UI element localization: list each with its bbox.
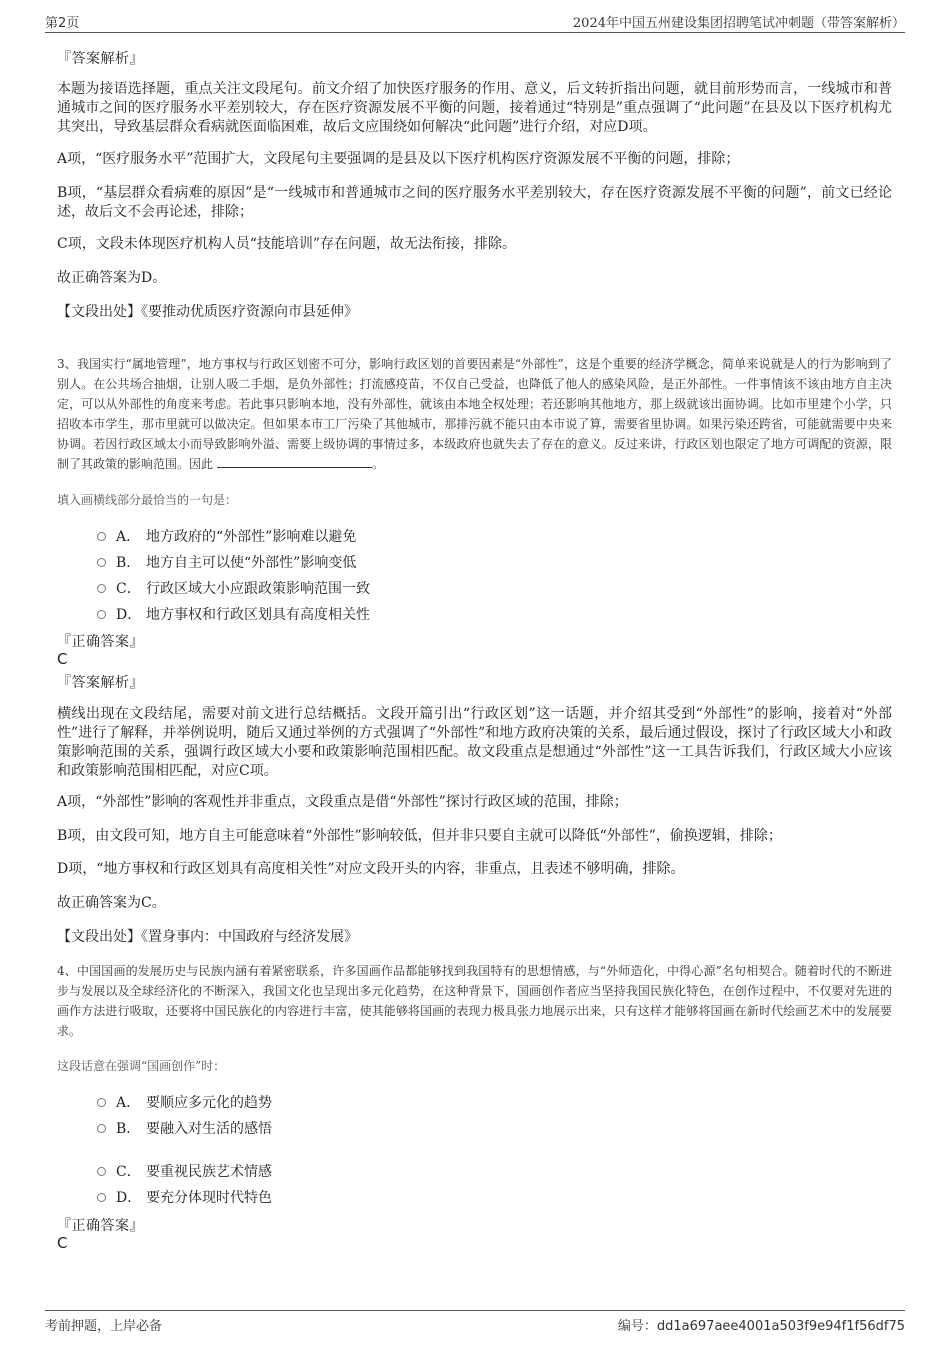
q3-analysis-label: 『答案解析』 [57, 675, 144, 691]
q2-explain-a: A项，“医疗服务水平”范围扩大，文段尾句主要强调的是县及以下医疗机构医疗资源发展不平衡的问题，排除； [57, 151, 740, 167]
q2-source: 【文段出处】《要推动优质医疗资源向市县延伸》 [57, 304, 358, 320]
radio-icon[interactable] [97, 558, 106, 567]
q2-analysis-label: 『答案解析』 [57, 51, 144, 67]
footer-slogan: 考前押题，上岸必备 [45, 1319, 163, 1334]
q4-option-a[interactable]: A． 要顺应多元化的趋势 [97, 1092, 272, 1112]
document-title: 2024年中国五州建设集团招聘笔试冲刺题（带答案解析） [572, 16, 905, 31]
q3-stem-end: 。 [372, 457, 385, 471]
q3-stem-text: 3、我国实行“属地管理”，地方事权与行政区划密不可分，影响行政区划的首要因素是“外部性”，这是个重要的经济学概念，简单来说就是人的行为影响到了别人。在公共场合抽烟，让别人吸二手烟，是负外部性；打流感疫苗，不仅自己受益，也降低了他人的感染风险，是正外部性。一件事情该不该由地方自主决定，可以从外部性的角度来考虑。若此事只影响本地，没有外部性，就该由本地全权处理；若还影响其他地方，那上级就该出面协调。比如市里建个小学，只招收本市学生，那市里就可以做决定。但如果本市工厂污染了其他城市，那排污就不能只由本市说了算，需要省里协调。如果污染还跨省，可能就需要中央来协调。若因行政区域太小而导致影响外溢、需要上级协调的事情过多，本级政府也就失去了存在的意义。反过来讲，行政区划也限定了地方可调配的资源，限制了其政策的影响范围。因此 [57, 357, 892, 471]
q3-prompt: 填入画横线部分最恰当的一句是： [57, 493, 238, 507]
q4-answer: C [57, 1234, 68, 1252]
footer-code: 编号：dd1a697aee4001a503f9e94f1f56df75 [617, 1319, 905, 1334]
page-footer [45, 1310, 905, 1333]
q2-analysis: 本题为接语选择题，重点关注文段尾句。前文介绍了加快医疗服务的作用、意义，后文转折指出问题，就目前形势而言，一线城市和普通城市之间的医疗服务水平差别较大，存在医疗资源发展不平衡的问题，接着通过“特别是”重点强调了“此问题”在县及以下医疗机构尤其突出，导致基层群众看病就医面临困难，故后文应围绕如何解决“此问题”进行介绍，对应D项。 [57, 81, 892, 135]
q3-blank [217, 455, 372, 468]
q3-option-a[interactable]: A． 地方政府的“外部性”影响难以避免 [97, 526, 356, 546]
radio-icon[interactable] [97, 1167, 106, 1176]
q3-option-b[interactable]: B． 地方自主可以使“外部性”影响变低 [97, 552, 356, 572]
radio-icon[interactable] [97, 584, 106, 593]
q4-option-c[interactable]: C． 要重视民族艺术情感 [97, 1161, 272, 1181]
q3-option-c[interactable]: C． 行政区域大小应跟政策影响范围一致 [97, 578, 370, 598]
q2-explain-c: C项，文段未体现医疗机构人员“技能培训”存在问题，故无法衔接，排除。 [57, 236, 517, 252]
radio-icon[interactable] [97, 532, 106, 541]
q3-stem [57, 354, 892, 474]
page-number: 第2页 [45, 16, 80, 31]
q4-prompt: 这段话意在强调“国画创作”时： [57, 1059, 226, 1073]
q4-option-b[interactable]: B． 要融入对生活的感悟 [97, 1118, 272, 1138]
q4-option-d[interactable]: D． 要充分体现时代特色 [97, 1187, 272, 1207]
q3-explain-b: B项，由文段可知，地方自主可能意味着“外部性”影响较低，但并非只要自主就可以降低“外部性”，偷换逻辑，排除； [57, 828, 782, 844]
radio-icon[interactable] [97, 1098, 106, 1107]
q3-source: 【文段出处】《置身事内：中国政府与经济发展》 [57, 929, 358, 945]
q4-stem: 4、中国国画的发展历史与民族内涵有着紧密联系，许多国画作品都能够找到我国特有的思想情感，与“外师造化，中得心源”名句相契合。随着时代的不断进步与发展以及全球经济化的不断深入，我国文化也呈现出多元化趋势，在这种背景下，国画创作者应当坚持我国民族化特色，在创作过程中，不仅要对先进的画作方法进行吸取，还要将中国民族化的内容进行丰富，使其能够将国画的表现力极具张力地展示出来，只有这样才能够将国画在新时代绘画艺术中的发展要求。 [57, 964, 892, 1038]
q3-explain-a: A项，“外部性”影响的客观性并非重点，文段重点是借“外部性”探讨行政区域的范围，排除； [57, 794, 628, 810]
q3-answer-label: 『正确答案』 [57, 634, 144, 650]
q4-answer-label: 『正确答案』 [57, 1218, 144, 1234]
q3-answer: C [57, 650, 68, 668]
q2-conclusion: 故正确答案为D。 [57, 270, 167, 286]
q3-explain-d: D项，“地方事权和行政区划具有高度相关性”对应文段开头的内容，非重点，且表述不够明确，排除。 [57, 861, 685, 877]
q3-option-d[interactable]: D． 地方事权和行政区划具有高度相关性 [97, 604, 370, 624]
radio-icon[interactable] [97, 610, 106, 619]
radio-icon[interactable] [97, 1124, 106, 1133]
q2-explain-b: B项，“基层群众看病难的原因”是“一线城市和普通城市之间的医疗服务水平差别较大，存在医疗资源发展不平衡的问题”，前文已经论述，故后文不会再论述，排除； [57, 185, 892, 220]
page-header [45, 10, 905, 33]
q3-conclusion: 故正确答案为C。 [57, 895, 166, 911]
radio-icon[interactable] [97, 1193, 106, 1202]
q3-analysis: 横线出现在文段结尾，需要对前文进行总结概括。文段开篇引出“行政区划”这一话题，并介绍其受到“外部性”的影响，接着对“外部性”进行了解释，并举例说明，随后又通过举例的方式强调了“外部性”和地方政府决策的关系，最后通过假设，探讨了行政区域大小和政策影响范围的关系，强调行政区域大小要和政策影响范围相匹配。故文段重点是想通过“外部性”这一工具告诉我们，行政区域大小应该和政策影响范围相匹配，对应C项。 [57, 706, 892, 779]
